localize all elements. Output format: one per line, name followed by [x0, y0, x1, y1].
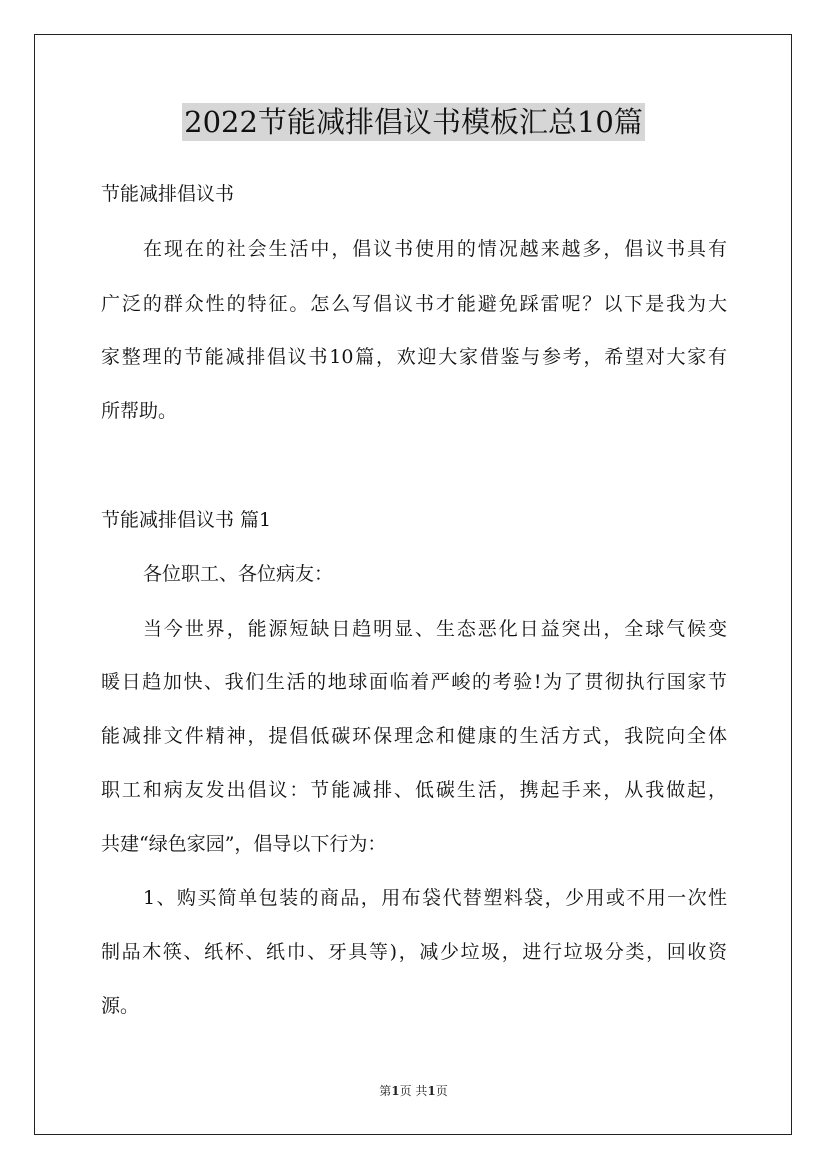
intro-heading: 节能减排倡议书: [101, 183, 235, 205]
intro-line-1: 在现在的社会生活中，倡议书使用的情况越来越多，倡议书具有: [143, 238, 727, 260]
intro-line-4: 所帮助。: [101, 400, 178, 422]
para1-line-4: 职工和病友发出倡议：节能减排、低碳生活，携起手来，从我做起，: [101, 779, 727, 801]
para1-line-5: 共建“绿色家园”，倡导以下行为：: [101, 833, 387, 855]
footer-current-page: 1: [391, 1084, 400, 1098]
footer-total-pages: 1: [427, 1084, 436, 1098]
para2-line-3: 源。: [101, 995, 140, 1017]
intro-line-3: 家整理的节能减排倡议书10篇，欢迎大家借鉴与参考，希望对大家有: [101, 346, 727, 368]
para1-line-3: 能减排文件精神，提倡低碳环保理念和健康的生活方式，我院向全体: [101, 725, 727, 747]
document-title: 2022节能减排倡议书模板汇总10篇: [184, 105, 643, 139]
intro-line-2: 广泛的群众性的特征。怎么写倡议书才能避免踩雷呢？以下是我为大: [101, 293, 727, 315]
title-container: [0, 103, 827, 141]
page-footer: [0, 1083, 827, 1099]
greeting-line: 各位职工、各位病友：: [143, 563, 334, 585]
footer-mid: 页 共: [399, 1084, 428, 1098]
para1-line-1: 当今世界，能源短缺日趋明显、生态恶化日益突出，全球气候变: [143, 618, 727, 640]
footer-suffix: 页: [435, 1084, 448, 1098]
section-heading: 节能减排倡议书 篇1: [101, 509, 272, 531]
para1-line-2: 暖日趋加快、我们生活的地球面临着严峻的考验!为了贯彻执行国家节: [101, 671, 727, 693]
para2-line-2: 制品木筷、纸杯、纸巾、牙具等)，减少垃圾，进行垃圾分类，回收资: [101, 941, 727, 963]
para2-line-1: 1、购买简单包装的商品，用布袋代替塑料袋，少用或不用一次性: [143, 887, 727, 909]
footer-prefix: 第: [379, 1084, 392, 1098]
